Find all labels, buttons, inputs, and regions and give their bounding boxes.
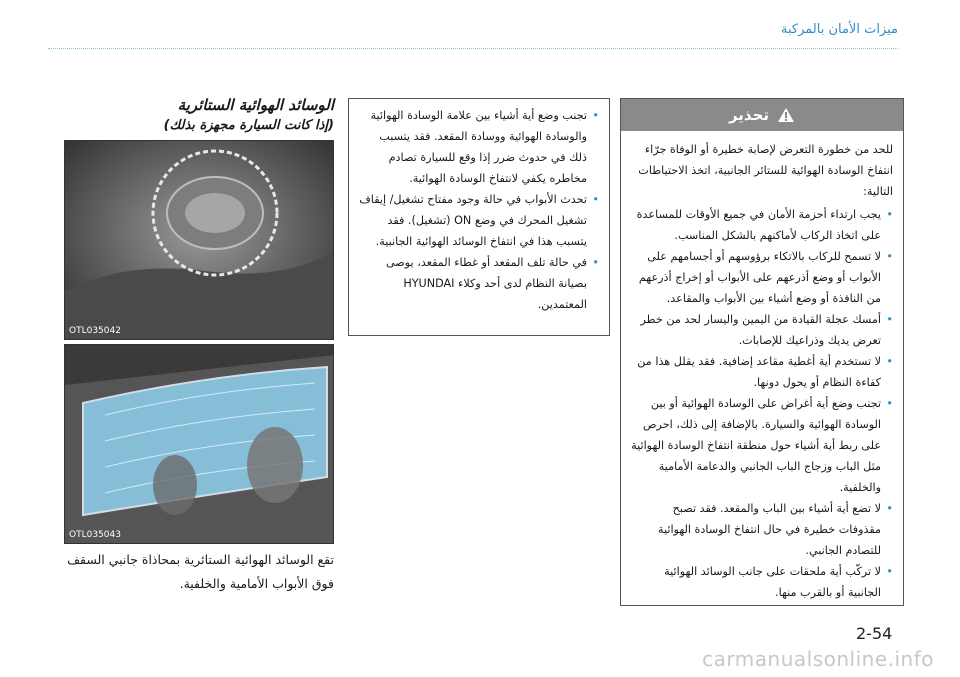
warning-heading [621,99,903,131]
warning-item: • لا تستخدم أية أغطية مقاعد إضافية. فقد يقلل هذا من كفاءة النظام أو يحول دونها. [631,351,893,393]
note-box [348,98,610,336]
note-list [359,105,599,315]
warning-list [631,204,893,603]
curtain-airbag-illustration [65,345,334,544]
warning-item: • يجب ارتداء أحزمة الأمان في جميع الأوقات للمساعدة على اتخاذ الركاب لأماكنهم بالشكل المناسب. [631,204,893,246]
page-number: 2-54 [856,624,893,643]
figure-caption: تقع الوسائد الهوائية الستائرية بمحاذاة جانبي السقف فوق الأبواب الأمامية والخلفية. [67,552,334,591]
warning-item: • أمسك عجلة القيادة من اليمين واليسار لحد من خطر تعرض يديك وذراعيك للإصابات. [631,309,893,351]
figure-code: OTL035043 [69,530,121,540]
footer-watermark: carmanualsonline.info [702,647,934,671]
warning-intro: للحد من خطورة التعرض لإصابة خطيرة أو الوفاة جرّاء انتفاخ الوسادة الهوائية للستائر الجانبية، اتخذ الاحتياطات التالية: [638,143,893,198]
warning-heading-label: تحذير [728,106,770,124]
section-subtitle: (إذا كانت السيارة مجهزة بذلك) [163,118,334,133]
warning-triangle-icon [777,107,795,123]
header-rule [48,48,898,49]
section-header-title: ميزات الأمان بالمركبة [781,22,898,37]
figure-curtain-airbag [64,344,334,544]
warning-item: • لا تضع أية أشياء بين الباب والمقعد. فقد تصبح مقذوفات خطيرة في حال انتفاخ الوسادة الهوائية للتصادم الجانبي. [631,498,893,561]
warning-box [620,98,904,606]
figure-code: OTL035042 [69,326,121,336]
note-item: • تحدث الأبواب في حالة وجود مفتاح تشغيل/ إيقاف تشغيل المحرك في وضع ON (تشغيل). فقد يتسبب هذا في انتفاخ الوسائد الهوائية الجانبية. [359,189,599,252]
warning-item: • تجنب وضع أية أغراض على الوسادة الهوائية أو بين الوسادة الهوائية والسيارة. بالإضافة إلى ذلك، احرص على ربط أية أشياء حول منطقة انتفاخ الوسادة الهوائية مثل الباب وزجاج الباب الجانبي والدعامة الأمامية والخلفية. [631,393,893,498]
warning-body [621,131,903,611]
note-item: • تجنب وضع أية أشياء بين علامة الوسادة الهوائية والوسادة الهوائية ووسادة المقعد. فقد يتسبب ذلك في حدوث ضرر إذا وقع للسيارة تصادم مخاطره يكفي لانتفاخ الوسادة الهوائية. [359,105,599,189]
note-item: • في حالة تلف المقعد أو غطاء المقعد، يوصى بصيانة النظام لدى أحد وكلاء HYUNDAI المعتمدين. [359,252,599,315]
section-title: الوسائد الهوائية الستائرية [177,96,334,114]
figure-ceiling-airbag [64,140,334,340]
ceiling-airbag-illustration [65,141,334,340]
warning-item: • لا تركّب أية ملحقات على جانب الوسائد الهوائية الجانبية أو بالقرب منها. [631,561,893,603]
warning-item: • لا تسمح للركاب بالاتكاء برؤوسهم أو أجسامهم على الأبواب أو وضع أذرعهم على الأبواب أو إخراج أذرعهم من النافذة أو وضع أشياء بين الأبواب والمقاعد. [631,246,893,309]
